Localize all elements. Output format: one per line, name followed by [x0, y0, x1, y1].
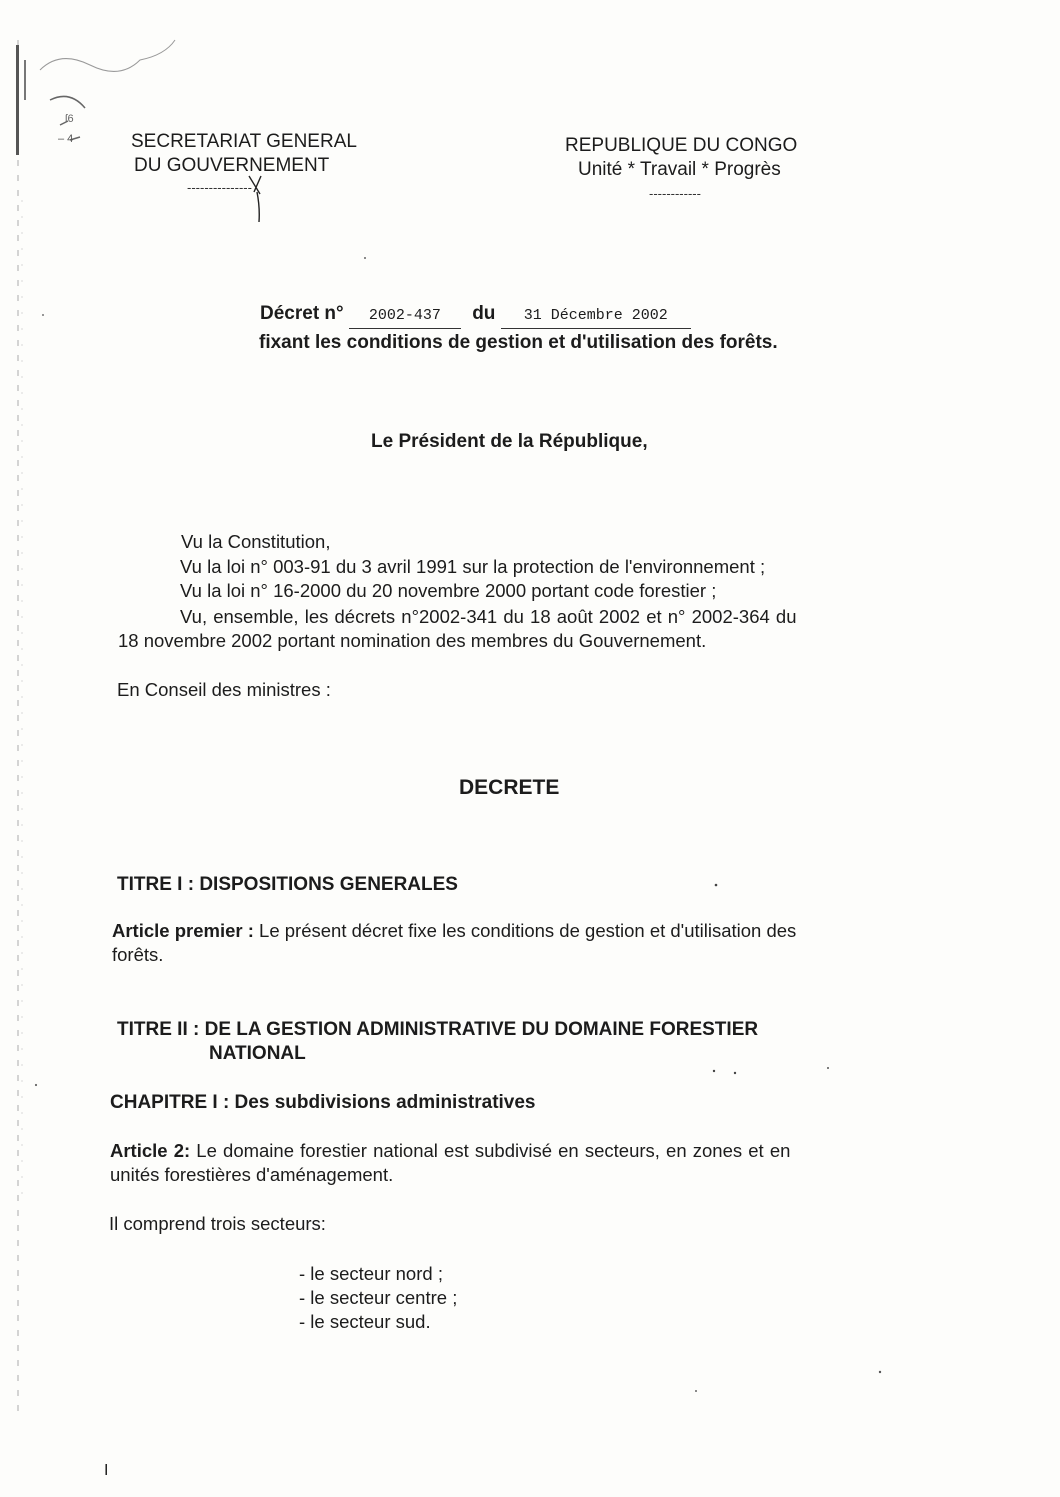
decree-prefix: Décret n° [260, 303, 344, 324]
article-2-line-2: unités forestières d'aménagement. [110, 1164, 394, 1185]
article-2-line-1 [110, 1139, 790, 1162]
issuer-line-1: SECRETARIAT GENERAL [131, 131, 357, 152]
chapitre-1-text: Des subdivisions administratives [229, 1092, 536, 1113]
svg-text:ſ6: ſ6 [65, 113, 74, 125]
page-mark: I [104, 1462, 109, 1479]
article-2-label: Article 2: [110, 1140, 191, 1161]
issuer-line-2: DU GOUVERNEMENT [134, 155, 330, 176]
titre-1-heading: TITRE I : DISPOSITIONS GENERALES [117, 874, 458, 895]
secteur-item-nord: - le secteur nord ; [299, 1263, 443, 1284]
visa-2: Vu la loi n° 003-91 du 3 avril 1991 sur la protection de l'environnement ; [180, 556, 766, 577]
secteur-item-sud: - le secteur sud. [299, 1311, 431, 1332]
article-1-label: Article premier : [112, 920, 254, 941]
secteur-item-centre: - le secteur centre ; [299, 1287, 458, 1308]
chapitre-1-heading [110, 1091, 536, 1115]
article-1-line-2: forêts. [112, 944, 164, 965]
issuer-divider: --------------- [187, 180, 252, 195]
comprend-line: Il comprend trois secteurs: [109, 1213, 326, 1234]
article-1-line-1 [112, 919, 796, 942]
motto-divider: ------------ [649, 186, 701, 201]
country-name: REPUBLIQUE DU CONGO [565, 135, 798, 156]
svg-text:– 4: – 4 [58, 133, 74, 145]
chapitre-1-label: CHAPITRE I : [110, 1092, 230, 1113]
titre-2-heading-line-1: TITRE II : DE LA GESTION ADMINISTRATIVE DU DOMAINE FORESTIER [117, 1019, 759, 1040]
decrete-heading: DECRETE [459, 776, 560, 799]
article-1-text: Le présent décret fixe les conditions de gestion et d'utilisation des [253, 920, 797, 941]
article-2-text: Le domaine forestier national est subdivisé en secteurs, en zones et en [190, 1140, 791, 1161]
decree-number: 2002-437 [349, 304, 461, 329]
decree-subtitle: fixant les conditions de gestion et d'utilisation des forêts. [259, 332, 778, 353]
decree-du: du [472, 303, 496, 324]
scan-edge-artifact [0, 0, 30, 1497]
conseil-line: En Conseil des ministres : [117, 679, 331, 700]
decree-title [260, 302, 691, 329]
motto: Unité * Travail * Progrès [578, 159, 781, 180]
handwritten-mark [246, 172, 268, 224]
president-heading: Le Président de la République, [371, 431, 648, 452]
titre-2-heading-line-2: NATIONAL [209, 1043, 306, 1064]
visa-4: Vu, ensemble, les décrets n°2002-341 du 18 août 2002 et n° 2002-364 du [180, 606, 797, 627]
visa-1: Vu la Constitution, [181, 531, 331, 552]
visa-3: Vu la loi n° 16-2000 du 20 novembre 2000 portant code forestier ; [180, 580, 717, 601]
visa-4-continuation: 18 novembre 2002 portant nomination des membres du Gouvernement. [118, 630, 707, 651]
decree-date: 31 Décembre 2002 [501, 304, 691, 329]
